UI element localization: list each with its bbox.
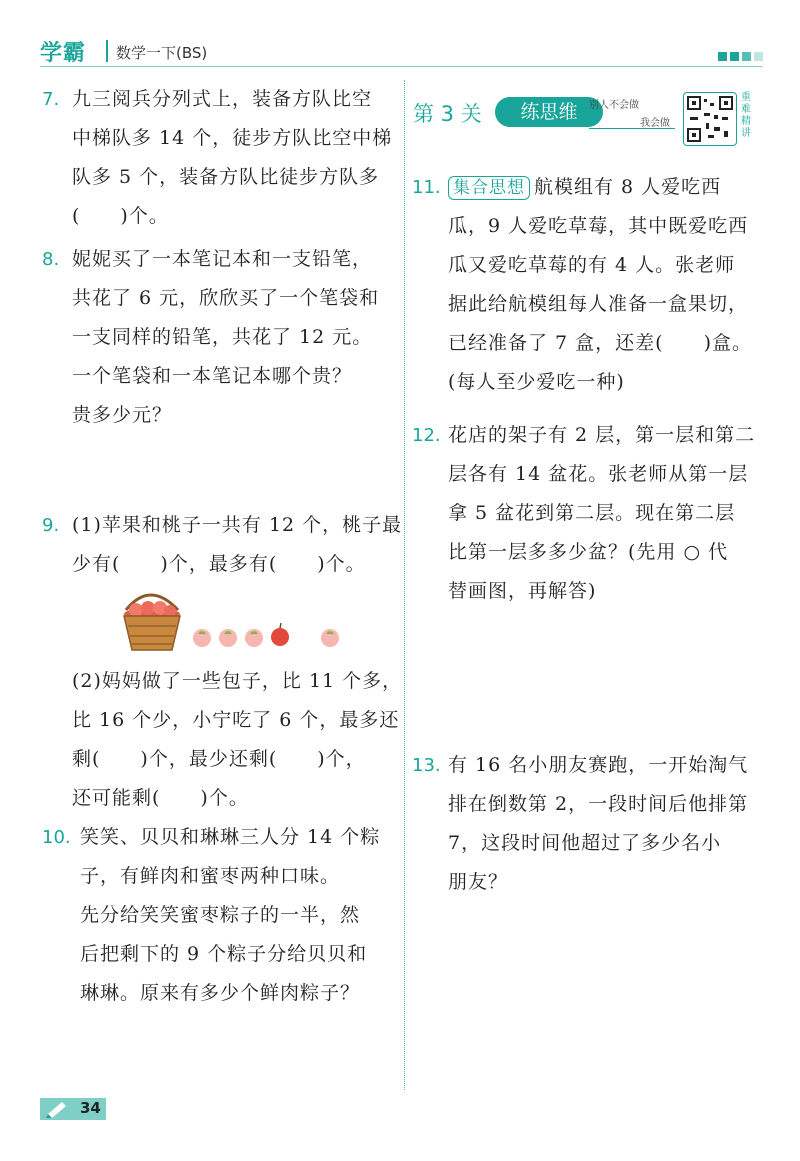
question-number: 12. [412,425,441,446]
question-line: 排在倒数第 2，一段时间后他排第 [448,793,749,815]
question-line: 瓜，9 人爱吃草莓，其中既爱吃西 [448,215,749,237]
header-square [742,52,751,61]
page-number: 34 [80,1099,101,1117]
column-divider [404,80,405,1090]
basket-icon [124,595,180,650]
level-underline [589,128,675,129]
header-square [754,52,763,61]
question-line: 航模组有 8 人爱吃西 [534,176,722,198]
question-line: 还可能剩( )个。 [72,787,249,809]
question-line: 层各有 14 盆花。张老师从第一层 [448,463,749,485]
question-line: 剩( )个，最少还剩( )个， [72,748,366,770]
question-line: 一支同样的铅笔，共花了 12 元。 [72,326,373,348]
level-badge: 练思维 [495,97,603,127]
brand-logo: 学霸 [40,41,87,66]
question-line: (每人至少爱吃一种) [448,371,625,393]
header-square [730,52,739,61]
peach-icon [219,629,237,647]
question-line: 朋友？ [448,871,509,893]
question-line: 队多 5 个，装备方队比徒步方队多 [72,166,380,188]
question-line: 九三阅兵分列式上，装备方队比空 [72,88,373,110]
peach-icon [193,629,211,647]
subject-title: 数学一下(BS) [116,44,208,62]
peach-icon [321,629,339,647]
question-line: 后把剩下的 9 个粽子分给贝贝和 [80,943,368,965]
question-line: 替画图，再解答) [448,580,597,602]
question-line: 拿 5 盆花到第二层。现在第二层 [448,502,736,524]
header-square [718,52,727,61]
question-line: 贵多少元？ [72,404,173,426]
question-number: 7. [42,89,60,110]
question-line: 瓜又爱吃草莓的有 4 人。张老师 [448,254,736,276]
question-line: 先分给笑笑蜜枣粽子的一半，然 [80,904,361,926]
question-line: 中梯队多 14 个，徒步方队比空中梯 [72,127,393,149]
question-line: 笑笑、贝贝和琳琳三人分 14 个粽 [80,826,381,848]
question-number: 10. [42,827,71,848]
question-9-part-2 [72,662,402,818]
question-12 [412,416,756,611]
level-note: 别人不会做 [589,100,639,111]
qr-side-label: 重难精讲 [741,92,751,139]
question-8 [42,240,380,435]
fruit-basket-illustration [120,588,360,654]
question-number: 8. [42,249,60,270]
question-line: 比第一层多多少盆？(先用 ○ 代 [448,541,729,563]
question-line: 共花了 6 元，欣欣买了一个笔袋和 [72,287,380,309]
question-line: 花店的架子有 2 层，第一层和第二 [448,424,756,446]
question-line: 据此给航模组每人准备一盒果切， [448,293,749,315]
question-10 [42,818,381,1013]
peach-icon [245,629,263,647]
question-line: 少有( )个，最多有( )个。 [72,553,366,575]
qr-code-icon[interactable] [683,92,737,146]
question-13 [412,746,749,902]
question-line: 比 16 个少，小宁吃了 6 个，最多还 [72,709,400,731]
question-line: 琳琳。原来有多少个鲜肉粽子？ [80,982,361,1004]
level-title: 第 3 关 [413,102,482,126]
question-number: 13. [412,755,441,776]
brand-divider [106,40,108,62]
question-number: 11. [412,177,441,198]
level-note: 我会做 [640,118,670,129]
question-line: ( )个。 [72,205,169,227]
question-line: 一个笔袋和一本笔记本哪个贵？ [72,365,353,387]
question-line: 妮妮买了一本笔记本和一支铅笔， [72,248,373,270]
method-tag: 集合思想 [448,176,530,200]
question-line: 子，有鲜肉和蜜枣两种口味。 [80,865,341,887]
apple-icon [271,623,289,646]
question-number: 9. [42,515,60,536]
question-line: 已经准备了 7 盒，还差( )盒。 [448,332,752,354]
level-banner [413,92,763,144]
header-rule [40,66,762,67]
page-header [0,0,800,70]
question-line: (1)苹果和桃子一共有 12 个，桃子最 [72,514,403,536]
question-9-part-1 [42,506,403,584]
pencil-icon [44,1100,74,1118]
question-line: (2)妈妈做了一些包子，比 11 个多， [72,670,403,692]
question-line: 有 16 名小朋友赛跑，一开始淘气 [448,754,749,776]
question-7 [42,80,393,236]
question-line: 7，这段时间他超过了多少名小 [448,832,722,854]
question-11 [412,168,752,402]
